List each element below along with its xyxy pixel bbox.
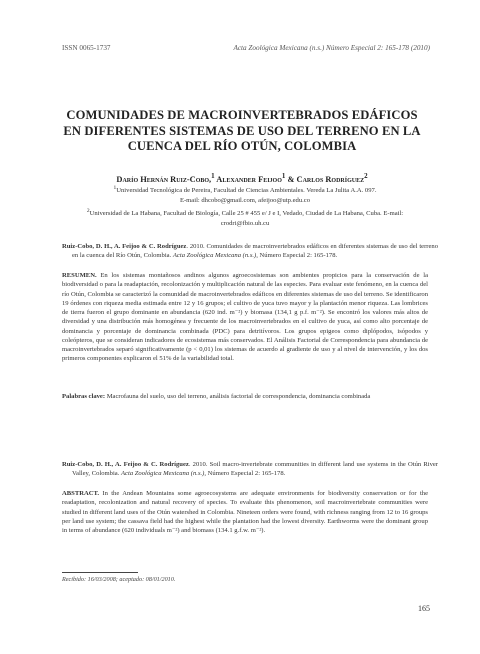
journal-reference: Acta Zoológica Mexicana (n.s.) Número Especial 2: 165-178 (2010) (233, 44, 430, 52)
issn: ISSN 0065-1737 (62, 44, 111, 52)
keywords-label: Palabras clave: (62, 393, 106, 400)
author-3-affiliation-mark: 2 (364, 172, 368, 180)
spanish-abstract (62, 271, 428, 364)
spanish-citation-journal: Acta Zoológica Mexicana (n.s.) (172, 252, 257, 260)
english-citation-end: , Número Especial 2: 165-178. (204, 470, 286, 478)
affiliation-1 (62, 184, 428, 205)
author-2: Alexander Feijoo (214, 174, 282, 184)
author-1-affiliation-mark: 1 (211, 172, 215, 180)
spanish-keywords (62, 392, 428, 401)
spanish-citation-authors: Ruiz-Cobo, D. H., A. Feijoo & C. Rodríguez (62, 243, 187, 250)
english-citation (62, 460, 438, 479)
page-number: 165 (418, 604, 430, 613)
english-citation-text: . 2010. Soil macro-invertebrate communities in different land use systems in the Otún River Valley, Colombia. (72, 461, 438, 478)
resumen-label: RESUMEN. (62, 272, 97, 279)
author-1: Darío Hernán Ruiz-Cobo, (116, 174, 212, 184)
author-list (60, 172, 424, 184)
author-3: & Carlos Rodríguez (285, 174, 365, 184)
spanish-citation (62, 242, 438, 261)
english-citation-authors: Ruiz-Cobo, D. H., A. Feijoo & C. Rodríguez (62, 461, 189, 468)
abstract-text: In the Andean Mountains some agroecosystems are adequate environments for biodiversity conservation or for the readaptation, recolonization and natural recovery of species. To evaluate this phenomenon, soil macroinvertebrate communities were studied in different land uses of the Otún watershed in Colombia. Nineteen orders were found, with richness ranging from 12 to 16 groups per land use system; the cassava field had the highest while the plantation had the lowest diversity. Earthworms were the dominant group in terms of abundance (620 individuals m⁻²) and biomass (134.1 g.f.w. m⁻²). (62, 490, 428, 534)
abstract-label: ABSTRACT. (62, 490, 100, 497)
spanish-citation-text: . 2010. Comunidades de macroinvertebrados edáficos en diferentes sistemas de uso del terreno en la cuenca del Río Otún, Colombia. (72, 243, 438, 260)
received-date-footnote: Recibido: 16/03/2008; aceptado: 08/01/2010. (62, 576, 176, 583)
english-citation-journal: Acta Zoológica Mexicana (n.s.) (121, 470, 205, 478)
affiliation-1-email: E-mail: dhcobo@gmail.com, afeijoo@utp.edu.co (179, 196, 311, 204)
english-abstract (62, 489, 428, 535)
resumen-text: En los sistemas montañosos andinos algunos agroecosistemas son ambientes propicios para la conservación de la biodiversidad o para la readaptación, recolonización y multiplicación natural de las especies. Para evaluar este fenómeno, en la cuenca del río Otún, Colombia se caracterizó la comunidad de macroinvertebrados edáficos en diferentes sistemas de uso del terreno. Se identificaron 19 órdenes con riqueza media estimada entre 12 y 16 grupos; el cultivo de yuca tuvo mayor y la plantación menor riqueza. Las lombrices de tierra fueron el grupo dominante en abundancia (620 ind. m⁻²) y biomasa (134,1 g p.f. m⁻²). Se encontró los valores más altos de diversidad y una distribución más homogénea y frecuente de los macroinvertebrados en el cultivo de yuca, así como alto porcentaje de dominancia y porcentaje de dominancia combinada (PDC) para detritívoros. Los grupos epigeos como diplópodos, isópodos y coleópteros, que se consideran indicadores de ecosistemas más conservados. El Análisis Factorial de Correspondencia para abundancia de macroinvertebrados separó significativamente (p < 0,01) los sistemas de acuerdo al gradiente de uso y al nivel de intervención, y los dos primeros componentes explicaron el 51% de la variabilidad total. (62, 272, 428, 363)
footnote-divider (62, 572, 138, 573)
affiliation-2 (62, 207, 428, 228)
paper-title: COMUNIDADES DE MACROINVERTEBRADOS EDÁFICOS EN DIFERENTES SISTEMAS DE USO DEL TERRENO EN LA CUENCA DEL RÍO OTÚN, COLOMBIA (63, 108, 421, 153)
affiliation-1-mark: 1 (113, 185, 117, 191)
spanish-citation-end: , Número Especial 2: 165-178. (256, 252, 338, 260)
keywords-text: Macrofauna del suelo, uso del terreno, análisis factorial de correspondencia, dominancia combinada (105, 393, 371, 400)
affiliation-1-text: Universidad Tecnológica de Pereira, Facultad de Ciencias Ambientales. Vereda La Julita A.A. 097. (116, 187, 377, 195)
running-header (62, 44, 430, 52)
affiliation-2-text: Universidad de La Habana, Facultad de Biología, Calle 25 # 455 e/ J e I, Vedado, Ciudad de La Habana, Cuba. E-mail: crodri@fbio.uh.cu (89, 210, 404, 227)
author-2-affiliation-mark: 1 (281, 172, 286, 180)
affiliation-2-mark: 2 (86, 208, 90, 214)
